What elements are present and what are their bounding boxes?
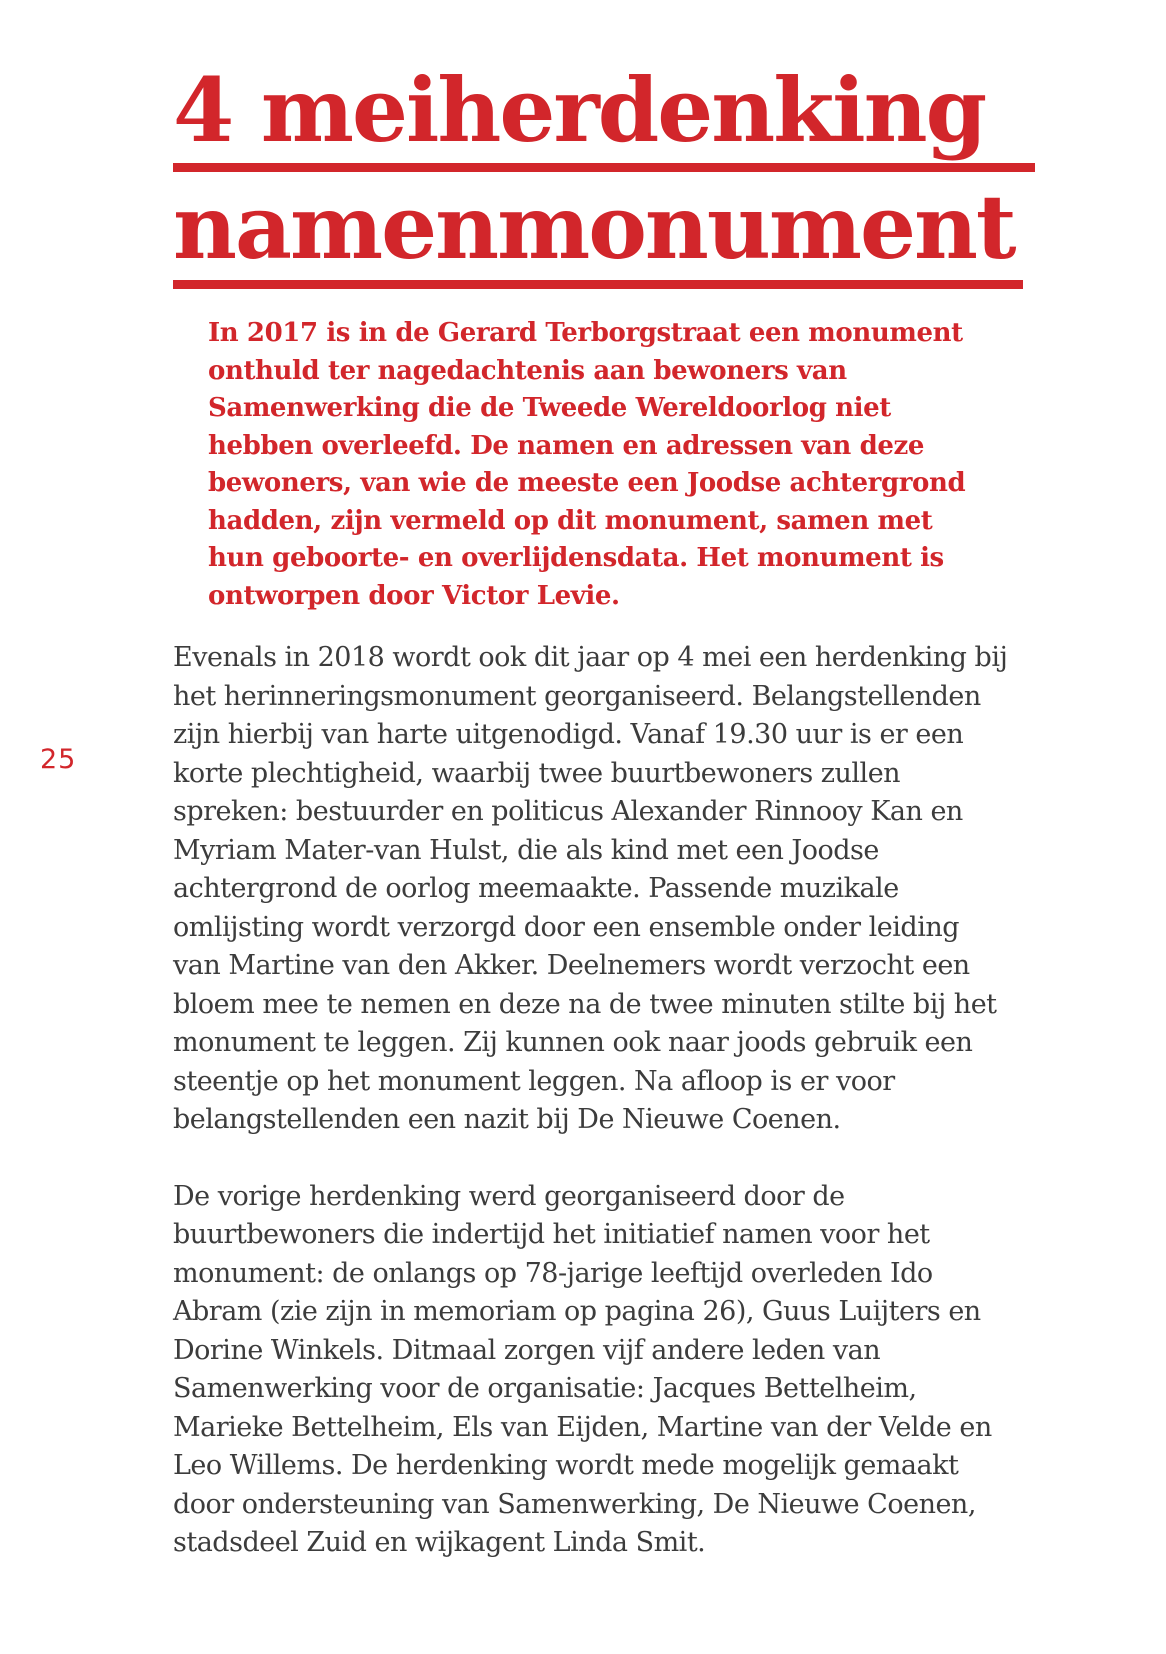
article-title xyxy=(173,58,1015,289)
article-paragraph-2: De vorige herdenking werd georganiseerd door de buurtbewoners die indertijd het initiatief namen voor het monument: de onlangs op 78-jarige leeftijd overleden Ido Abram (zie zijn in memoriam op pagina 26), Guus Luijters en Dorine Winkels. Ditmaal zorgen vijf andere leden van Samenwerking voor de organisatie: Jacques Bettelheim, Marieke Bettelheim, Els van Eijden, Martine van der Velde en Leo Willems. De herdenking wordt mede mogelijk gemaakt door ondersteuning van Samenwerking, De Nieuwe Coenen, stadsdeel Zuid en wijkagent Linda Smit. xyxy=(173,1180,992,1558)
article-paragraph-1: Evenals in 2018 wordt ook dit jaar op 4 mei een herdenking bij het herinneringsmonument georganiseerd. Belangstellenden zijn hierbij van harte uitgenodigd. Vanaf 19.30 uur is er een korte plechtigheid, waarbij twee buurtbewoners zullen spreken: bestuurder en politicus Alexander Rinnooy Kan en Myriam Mater-van Hulst, die als kind met een Joodse achtergrond de oorlog meemaakte. Passende muzikale omlijsting wordt verzorgd door een ensemble onder leiding van Martine van den Akker. Deelnemers wordt verzocht een bloem mee te nemen en deze na de twee minuten stilte bij het monument te leggen. Zij kunnen ook naar joods gebruik een steentje op het monument leggen. Na afloop is er voor belangstellenden een nazit bij De Nieuwe Coenen. xyxy=(173,642,1008,1135)
article xyxy=(173,58,1015,1563)
article-title-line2: namenmonument xyxy=(173,183,1023,289)
article-title-line1: 4 meiherdenking xyxy=(173,66,1035,172)
page-number: 25 xyxy=(40,744,77,775)
article-intro: In 2017 is in de Gerard Terborgstraat een monument onthuld ter nagedachtenis aan bewoners van Samenwerking die de Tweede Wereldoorlog niet hebben overleefd. De namen en adressen van deze bewoners, van wie de meeste een Joodse achtergrond hadden, zijn vermeld op dit monument, samen met hun geboorte- en overlijdensdata. Het monument is ontworpen door Victor Levie. xyxy=(208,318,966,611)
